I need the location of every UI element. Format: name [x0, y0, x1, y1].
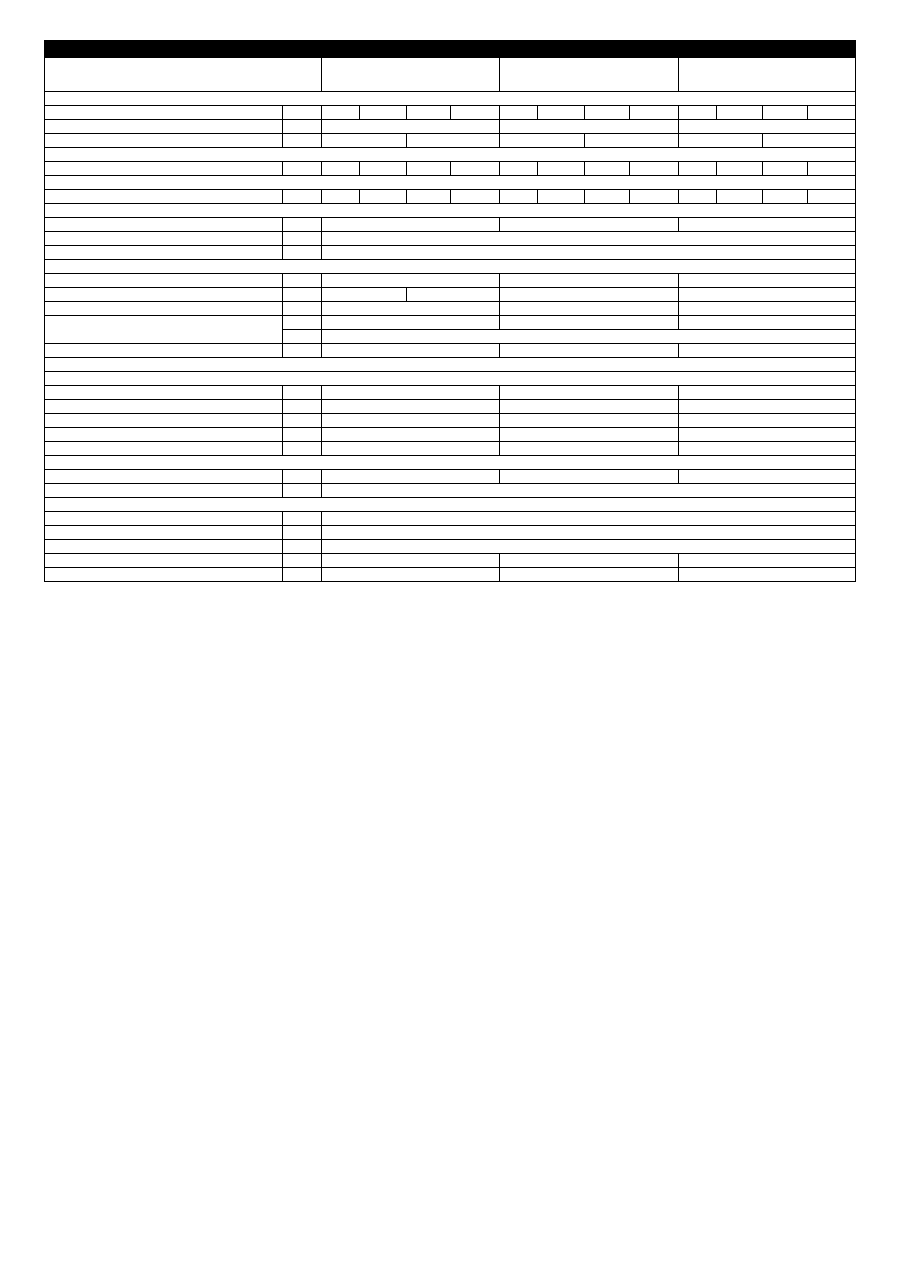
cell [322, 442, 500, 456]
section-strip [45, 92, 856, 106]
cell [500, 316, 678, 330]
cell [500, 442, 678, 456]
cell [500, 106, 538, 120]
cell [678, 218, 855, 232]
cell [538, 162, 585, 176]
cell [282, 442, 321, 456]
section-strip-row [45, 456, 856, 470]
cell [500, 302, 678, 316]
cell [282, 568, 321, 582]
cell [322, 568, 500, 582]
cell [322, 400, 500, 414]
cell [282, 232, 321, 246]
row-label [45, 414, 283, 428]
cell [282, 162, 321, 176]
row-label [45, 162, 283, 176]
row-label [45, 470, 283, 484]
section-strip-row [45, 92, 856, 106]
table-row [45, 218, 856, 232]
row-label [45, 106, 283, 120]
cell [322, 386, 500, 400]
cell [678, 554, 855, 568]
cell [322, 120, 500, 134]
cell [538, 106, 585, 120]
section-strip [45, 148, 856, 162]
header-cell-4 [678, 58, 855, 92]
cell [282, 274, 321, 288]
row-label [45, 386, 283, 400]
cell [282, 344, 321, 358]
table-row [45, 386, 856, 400]
table-row [45, 190, 856, 204]
cell [678, 190, 716, 204]
cell [585, 190, 630, 204]
cell [282, 330, 321, 344]
cell [282, 288, 321, 302]
cell [322, 190, 360, 204]
cell [282, 554, 321, 568]
cell [500, 288, 678, 302]
cell [406, 134, 499, 148]
cell [678, 442, 855, 456]
table-row [45, 442, 856, 456]
cell [322, 428, 500, 442]
cell [678, 344, 855, 358]
specification-sheet [44, 40, 856, 582]
cell [322, 554, 500, 568]
table-row [45, 162, 856, 176]
cell [585, 134, 678, 148]
cell [585, 162, 630, 176]
cell [360, 162, 407, 176]
row-label [45, 134, 283, 148]
cell [322, 302, 500, 316]
table-row [45, 526, 856, 540]
cell [500, 428, 678, 442]
cell [451, 106, 500, 120]
table-row [45, 246, 856, 260]
cell [678, 162, 716, 176]
cell [322, 274, 500, 288]
cell [678, 302, 855, 316]
cell-wide [322, 512, 856, 526]
section-strip [45, 372, 856, 386]
cell [678, 288, 855, 302]
cell [678, 274, 855, 288]
cell [500, 190, 538, 204]
table-row [45, 274, 856, 288]
row-label [45, 232, 283, 246]
table-row [45, 288, 856, 302]
cell [322, 134, 407, 148]
cell-wide [322, 232, 856, 246]
cell [282, 302, 321, 316]
section-strip-row [45, 204, 856, 218]
cell [282, 134, 321, 148]
cell [500, 218, 678, 232]
table-row [45, 134, 856, 148]
cell [322, 106, 360, 120]
header-cell-3 [500, 58, 678, 92]
table-row [45, 106, 856, 120]
section-strip-row [45, 260, 856, 274]
section-strip-row [45, 176, 856, 190]
cell [500, 274, 678, 288]
cell [716, 106, 763, 120]
cell [322, 470, 500, 484]
cell [678, 386, 855, 400]
cell [282, 386, 321, 400]
cell [716, 162, 763, 176]
table-row [45, 344, 856, 358]
header-cell-1 [45, 58, 322, 92]
cell [538, 190, 585, 204]
cell [282, 414, 321, 428]
cell [282, 512, 321, 526]
cell [500, 554, 678, 568]
row-label [45, 484, 283, 498]
table-row [45, 414, 856, 428]
cell [500, 120, 678, 134]
cell [500, 414, 678, 428]
cell [282, 190, 321, 204]
cell [807, 190, 855, 204]
cell [763, 190, 808, 204]
cell [406, 288, 499, 302]
row-label [45, 120, 283, 134]
row-label [45, 344, 283, 358]
cell [282, 106, 321, 120]
row-label [45, 274, 283, 288]
cell [500, 134, 585, 148]
cell [282, 400, 321, 414]
cell [629, 190, 678, 204]
section-strip [45, 204, 856, 218]
row-label [45, 568, 283, 582]
row-label [45, 316, 283, 344]
table-row [45, 568, 856, 582]
section-strip-row [45, 358, 856, 372]
row-label [45, 288, 283, 302]
cell-wide [322, 246, 856, 260]
cell [282, 470, 321, 484]
table-row [45, 428, 856, 442]
cell [282, 246, 321, 260]
cell [282, 484, 321, 498]
cell [406, 162, 451, 176]
title-band-row [45, 41, 856, 58]
table-row [45, 232, 856, 246]
cell [406, 190, 451, 204]
cell [678, 414, 855, 428]
section-strip [45, 260, 856, 274]
cell [500, 344, 678, 358]
cell [585, 106, 630, 120]
row-label [45, 526, 283, 540]
cell [322, 344, 500, 358]
section-strip-row [45, 498, 856, 512]
cell [322, 316, 500, 330]
cell-wide [322, 526, 856, 540]
table-row [45, 540, 856, 554]
cell [406, 106, 451, 120]
row-label [45, 442, 283, 456]
table-row [45, 302, 856, 316]
section-strip [45, 176, 856, 190]
table-row [45, 470, 856, 484]
cell [451, 162, 500, 176]
cell [500, 470, 678, 484]
cell [322, 218, 500, 232]
cell [678, 316, 855, 330]
cell [763, 134, 856, 148]
cell-wide [322, 330, 856, 344]
cell [282, 540, 321, 554]
cell [360, 190, 407, 204]
row-label [45, 190, 283, 204]
cell [763, 106, 808, 120]
table-row [45, 554, 856, 568]
row-label [45, 218, 283, 232]
table-row [45, 316, 856, 330]
cell [678, 400, 855, 414]
cell [763, 162, 808, 176]
cell [282, 428, 321, 442]
header-row [45, 58, 856, 92]
cell [282, 218, 321, 232]
section-strip-row [45, 372, 856, 386]
cell [678, 428, 855, 442]
title-band [45, 41, 856, 58]
header-cell-2 [322, 58, 500, 92]
cell [678, 106, 716, 120]
cell [678, 470, 855, 484]
section-strip [45, 358, 856, 372]
cell-wide [322, 484, 856, 498]
cell [629, 162, 678, 176]
cell [322, 414, 500, 428]
row-label [45, 246, 283, 260]
section-strip [45, 498, 856, 512]
cell [807, 162, 855, 176]
table-row [45, 120, 856, 134]
cell [500, 386, 678, 400]
cell [716, 190, 763, 204]
section-strip-row [45, 148, 856, 162]
cell [451, 190, 500, 204]
row-label [45, 554, 283, 568]
table-row [45, 400, 856, 414]
specification-table [44, 40, 856, 582]
cell [678, 120, 855, 134]
section-strip [45, 456, 856, 470]
cell [322, 162, 360, 176]
cell [282, 526, 321, 540]
cell [500, 400, 678, 414]
cell [360, 106, 407, 120]
cell [807, 106, 855, 120]
cell [678, 134, 763, 148]
row-label [45, 302, 283, 316]
row-label [45, 512, 283, 526]
cell [322, 288, 407, 302]
table-row [45, 484, 856, 498]
row-label [45, 540, 283, 554]
row-label [45, 428, 283, 442]
cell [678, 568, 855, 582]
cell [282, 120, 321, 134]
cell [500, 568, 678, 582]
cell [629, 106, 678, 120]
cell [282, 316, 321, 330]
cell [500, 162, 538, 176]
row-label [45, 400, 283, 414]
cell-wide [322, 540, 856, 554]
table-row [45, 512, 856, 526]
